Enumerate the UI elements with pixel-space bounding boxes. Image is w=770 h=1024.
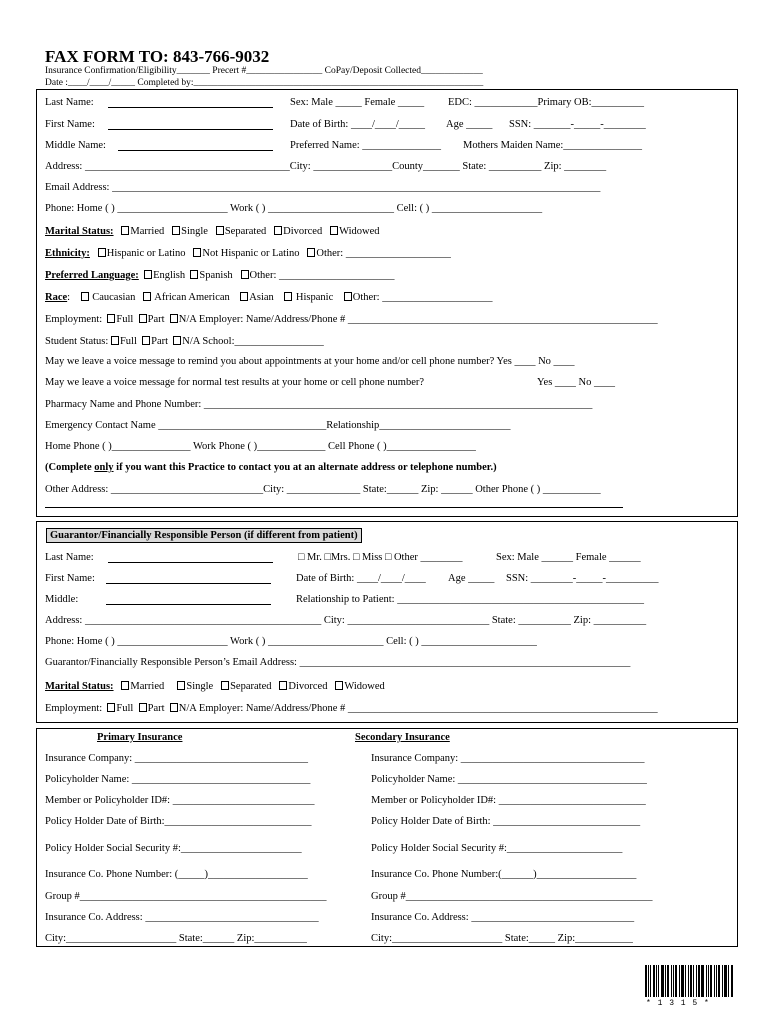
african-american-label: African American: [154, 292, 230, 303]
barcode-bar: [716, 965, 717, 997]
g-divorced-label: Divorced: [288, 681, 328, 692]
barcode-bar: [714, 965, 715, 997]
barcode-bar: [708, 965, 709, 997]
race-other-checkbox[interactable]: [344, 292, 352, 301]
g-single-checkbox[interactable]: [177, 681, 185, 690]
barcode-bar: [688, 965, 689, 997]
student-status-row: [45, 336, 324, 348]
g-separated-label: Separated: [230, 681, 272, 692]
student-na-checkbox[interactable]: [173, 336, 181, 345]
secondary-insurance-company[interactable]: Insurance Company: ___________________________________: [371, 753, 645, 764]
barcode-bar: [706, 965, 707, 997]
student-full-label: Full: [119, 336, 137, 347]
phone-row[interactable]: Phone: Home ( ) _____________________ Work ( ) ________________________ Cell: ( ) _____________________: [45, 203, 543, 214]
employment-label: Employment:: [45, 314, 103, 325]
employment-na-checkbox[interactable]: [170, 314, 178, 323]
guarantor-middle-label: Middle:: [45, 594, 79, 605]
pharmacy-field[interactable]: Pharmacy Name and Phone Number: __________________________________________________________________________: [45, 399, 593, 410]
secondary-group-number[interactable]: Group #_______________________________________________: [371, 891, 653, 902]
other-address-row[interactable]: Other Address: _____________________________City: ______________ State:______ Zip: ______ Other Phone ( ) ___________: [45, 484, 601, 495]
ethnicity-other-checkbox[interactable]: [307, 248, 315, 257]
barcode-text: * 1 3 1 5 *: [646, 999, 710, 1008]
secondary-holder-ssn[interactable]: Policy Holder Social Security #:______________________: [371, 843, 623, 854]
employment-row: [45, 314, 658, 326]
marital-status-label: Marital Status:: [45, 226, 114, 237]
barcode-bar: [650, 965, 651, 997]
employment-full-checkbox[interactable]: [107, 314, 115, 323]
middle-name-label: Middle Name:: [45, 140, 106, 151]
barcode-bar: [728, 965, 729, 997]
spanish-checkbox[interactable]: [190, 270, 198, 279]
g-married-label: Married: [130, 681, 165, 692]
edc-primary-ob-field[interactable]: EDC: ____________Primary OB:__________: [448, 97, 644, 108]
barcode-bar: [718, 965, 720, 997]
student-part-checkbox[interactable]: [142, 336, 150, 345]
g-employment-na-checkbox[interactable]: [170, 703, 178, 712]
barcode-bar: [685, 965, 686, 997]
g-employment-part-checkbox[interactable]: [139, 703, 147, 712]
barcode-bar: [690, 965, 692, 997]
voice-message-test-results: May we leave a voice message for normal test results at your home or cell phone number?: [45, 377, 425, 388]
english-label: English: [153, 270, 186, 281]
voice-message-appointments[interactable]: May we leave a voice message to remind you about appointments at your home and/or cell phone number? Yes ____ No ____: [45, 356, 575, 367]
guarantor-title-options[interactable]: □ Mr. □Mrs. □ Miss □ Other ________: [298, 552, 463, 563]
guarantor-ssn-field[interactable]: SSN: ________-_____-__________: [506, 573, 659, 584]
header-insurance-row[interactable]: Insurance Confirmation/Eligibility_______ Precert #________________ CoPay/Deposit Collected_____________: [45, 66, 483, 76]
preferred-name-field[interactable]: Preferred Name: _______________: [290, 140, 442, 151]
barcode-bar: [656, 965, 657, 997]
barcode-bar: [710, 965, 712, 997]
barcode-bar: [658, 965, 659, 997]
separated-label: Separated: [224, 226, 267, 237]
barcode-bar: [665, 965, 666, 997]
ethnicity-label: Ethnicity:: [45, 248, 90, 259]
guarantor-email-field[interactable]: Guarantor/Financially Responsible Person’s Email Address: _______________________________________________________________: [45, 657, 631, 668]
guarantor-marital-label: Marital Status:: [45, 681, 114, 692]
primary-group-number[interactable]: Group #_______________________________________________: [45, 891, 327, 902]
ethnicity-other-field[interactable]: Other: ____________________: [316, 248, 451, 259]
g-employment-full-checkbox[interactable]: [107, 703, 115, 712]
student-status-label: Student Status:: [45, 336, 109, 347]
g-widowed-checkbox[interactable]: [335, 681, 343, 690]
english-checkbox[interactable]: [144, 270, 152, 279]
race-other-field[interactable]: Other: _____________________: [352, 292, 493, 303]
secondary-member-id[interactable]: Member or Policyholder ID#: ____________________________: [371, 795, 646, 806]
first-name-label: First Name:: [45, 119, 95, 130]
secondary-insurance-heading: Secondary Insurance: [355, 732, 450, 743]
married-label: Married: [130, 226, 165, 237]
employer-field[interactable]: N/A Employer: Name/Address/Phone # ___________________________________________________________: [178, 314, 658, 325]
primary-member-id[interactable]: Member or Policyholder ID#: ___________________________: [45, 795, 315, 806]
guarantor-last-name-label: Last Name:: [45, 552, 94, 563]
first-name-field[interactable]: [108, 129, 273, 130]
ethnicity-row: [45, 248, 451, 260]
secondary-insurance-phone[interactable]: Insurance Co. Phone Number:(______)___________________: [371, 869, 637, 880]
age-field[interactable]: Age _____: [446, 119, 493, 130]
asian-label: Asian: [249, 292, 274, 303]
race-hispanic-checkbox[interactable]: [284, 292, 292, 301]
separated-checkbox[interactable]: [216, 226, 224, 235]
guarantor-heading: Guarantor/Financially Responsible Person (if different from patient): [46, 528, 362, 543]
race-hispanic-label: Hispanic: [295, 292, 334, 303]
primary-insurance-company[interactable]: Insurance Company: _________________________________: [45, 753, 309, 764]
student-part-label: Part: [151, 336, 169, 347]
caucasian-label: Caucasian: [92, 292, 136, 303]
single-checkbox[interactable]: [172, 226, 180, 235]
barcode-bar: [696, 965, 697, 997]
primary-insurance-phone[interactable]: Insurance Co. Phone Number: (_____)___________________: [45, 869, 308, 880]
hispanic-label: Hispanic or Latino: [106, 248, 186, 259]
guarantor-address-row[interactable]: Address: _____________________________________________ City: ___________________________ State: __________ Zip: __________: [45, 615, 647, 626]
barcode-bar: [648, 965, 649, 997]
header-date-row[interactable]: Date :____/____/_____ Completed by:_____________________________________________________________: [45, 78, 484, 88]
widowed-checkbox[interactable]: [330, 226, 338, 235]
barcode-bar: [701, 965, 704, 997]
primary-holder-dob[interactable]: Policy Holder Date of Birth:____________________________: [45, 816, 312, 827]
barcode-graphic: [645, 965, 734, 997]
single-label: Single: [181, 226, 208, 237]
secondary-insurance-address[interactable]: Insurance Co. Address: _______________________________: [371, 912, 635, 923]
g-separated-checkbox[interactable]: [221, 681, 229, 690]
guarantor-middle-field[interactable]: [106, 604, 271, 605]
sex-field[interactable]: Sex: Male _____ Female _____: [290, 97, 425, 108]
barcode-bar: [645, 965, 647, 997]
guarantor-phone-row[interactable]: Phone: Home ( ) _____________________ Work ( ) ______________________ Cell: ( ) ______________________: [45, 636, 537, 647]
dob-field[interactable]: Date of Birth: ____/____/_____: [290, 119, 426, 130]
barcode-bar: [681, 965, 684, 997]
guarantor-first-name-field[interactable]: [106, 583, 271, 584]
barcode-bar: [731, 965, 733, 997]
emergency-contact-field[interactable]: Emergency Contact Name ________________________________Relationship_________________________: [45, 420, 511, 431]
fax-title: FAX FORM TO: 843-766-9032: [45, 47, 270, 66]
language-row: [45, 270, 395, 282]
primary-policyholder-name[interactable]: Policyholder Name: __________________________________: [45, 774, 311, 785]
last-name-field[interactable]: [108, 107, 273, 108]
guarantor-first-name-label: First Name:: [45, 573, 95, 584]
barcode-bar: [679, 965, 680, 997]
student-full-checkbox[interactable]: [111, 336, 119, 345]
g-divorced-checkbox[interactable]: [279, 681, 287, 690]
not-hispanic-checkbox[interactable]: [193, 248, 201, 257]
hispanic-checkbox[interactable]: [98, 248, 106, 257]
language-other-field[interactable]: Other: ______________________: [249, 270, 395, 281]
barcode-bar: [722, 965, 723, 997]
language-other-checkbox[interactable]: [241, 270, 249, 279]
primary-insurance-heading: Primary Insurance: [97, 732, 183, 743]
asian-checkbox[interactable]: [240, 292, 248, 301]
secondary-policyholder-name[interactable]: Policyholder Name: ____________________________________: [371, 774, 647, 785]
address-row[interactable]: Address: _______________________________________City: _______________County_______ State: __________ Zip: ________: [45, 161, 607, 172]
secondary-city-state-zip[interactable]: City:_____________________ State:_____ Zip:___________: [371, 933, 633, 944]
guarantor-last-name-field[interactable]: [108, 562, 273, 563]
email-field[interactable]: Email Address: _____________________________________________________________________________________________: [45, 182, 601, 193]
marital-status-row: [45, 226, 379, 238]
race-row: Race: Caucasian African American Asian Hispanic Other: _____________________: [45, 292, 493, 303]
african-american-checkbox[interactable]: [143, 292, 151, 301]
g-employment-label: Employment:: [45, 703, 103, 714]
employment-part-label: Part: [147, 314, 165, 325]
secondary-holder-dob[interactable]: Policy Holder Date of Birth: ____________________________: [371, 816, 641, 827]
voice-message-test-yes-no[interactable]: Yes ____ No ____: [537, 377, 615, 388]
middle-name-field[interactable]: [118, 150, 273, 151]
primary-holder-ssn[interactable]: Policy Holder Social Security #:_______________________: [45, 843, 302, 854]
guarantor-dob-field[interactable]: Date of Birth: ____/____/____: [296, 573, 426, 584]
barcode-bar: [653, 965, 655, 997]
guarantor-marital-row: [45, 681, 385, 693]
barcode-bar: [693, 965, 694, 997]
caucasian-checkbox[interactable]: [81, 292, 89, 301]
barcode-bar: [667, 965, 669, 997]
guarantor-employment-row: [45, 703, 658, 715]
race-label: Race: [45, 292, 68, 303]
barcode-bar: [724, 965, 727, 997]
other-address-line-2[interactable]: [45, 507, 623, 508]
mothers-maiden-name-field[interactable]: Mothers Maiden Name:_______________: [463, 140, 643, 151]
guarantor-age-field[interactable]: Age _____: [448, 573, 495, 584]
employment-full-label: Full: [116, 314, 134, 325]
primary-city-state-zip[interactable]: City:_____________________ State:______ Zip:__________: [45, 933, 307, 944]
g-employment-full-label: Full: [116, 703, 134, 714]
emergency-phones-row[interactable]: Home Phone ( )_______________ Work Phone ( )_____________ Cell Phone ( )_________________: [45, 441, 476, 452]
barcode-bar: [698, 965, 700, 997]
g-employment-part-label: Part: [147, 703, 165, 714]
primary-insurance-address[interactable]: Insurance Co. Address: _________________________________: [45, 912, 319, 923]
guarantor-relationship-field[interactable]: Relationship to Patient: _______________________________________________: [296, 594, 644, 605]
widowed-label: Widowed: [339, 226, 380, 237]
g-widowed-label: Widowed: [344, 681, 385, 692]
barcode-bar: [661, 965, 664, 997]
employment-part-checkbox[interactable]: [139, 314, 147, 323]
divorced-label: Divorced: [283, 226, 323, 237]
guarantor-sex-field[interactable]: Sex: Male ______ Female ______: [496, 552, 641, 563]
not-hispanic-label: Not Hispanic or Latino: [202, 248, 300, 259]
spanish-label: Spanish: [199, 270, 233, 281]
g-employer-field[interactable]: N/A Employer: Name/Address/Phone # ___________________________________________________________: [178, 703, 658, 714]
last-name-label: Last Name:: [45, 97, 94, 108]
alternate-contact-note: (Complete only if you want this Practice to contact you at an alternate address or telephone number.): [45, 462, 497, 473]
language-label: Preferred Language:: [45, 270, 139, 281]
school-field[interactable]: N/A School:_________________: [182, 336, 324, 347]
g-single-label: Single: [186, 681, 214, 692]
barcode-bar: [673, 965, 674, 997]
ssn-field[interactable]: SSN: _______-_____-________: [509, 119, 646, 130]
divorced-checkbox[interactable]: [274, 226, 282, 235]
g-married-checkbox[interactable]: [121, 681, 129, 690]
married-checkbox[interactable]: [121, 226, 129, 235]
barcode-bar: [675, 965, 677, 997]
barcode-bar: [671, 965, 672, 997]
